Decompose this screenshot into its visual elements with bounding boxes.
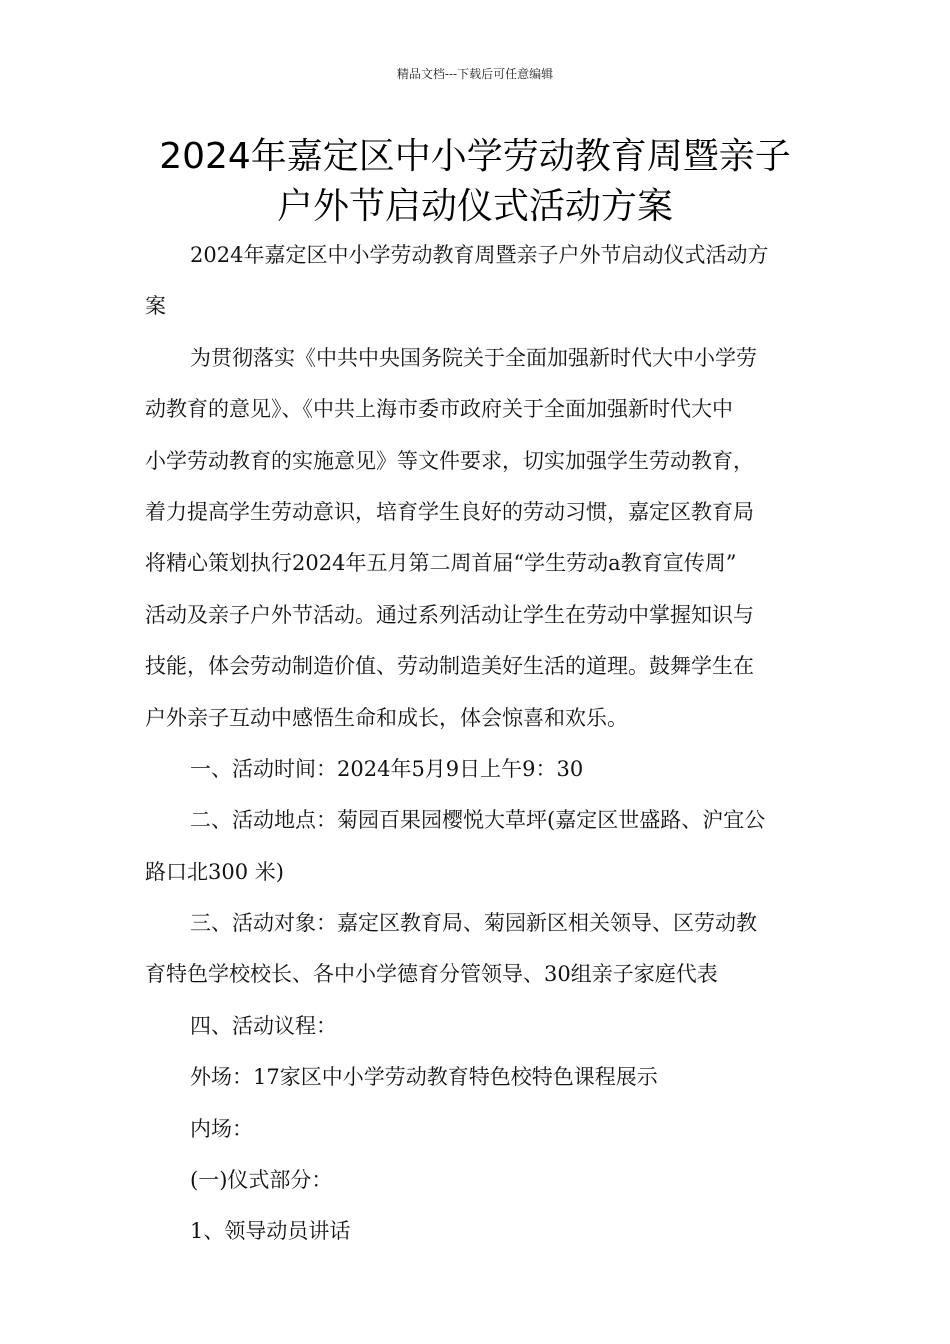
body-line: 内场：: [190, 1116, 253, 1141]
body-line: 一、活动时间：2024年5月9日上午9：30: [190, 756, 584, 781]
body-line: 技能，体会劳动制造价值、劳动制造美好生活的道理。鼓舞学生在: [145, 654, 754, 679]
body-line: 活动及亲子户外节活动。通过系列活动让学生在劳动中掌握知识与: [145, 602, 754, 627]
body-line: 将精心策划执行2024年五月第二周首届“学生劳动a教育宣传周”: [145, 551, 737, 576]
body-line: 外场：17家区中小学劳动教育特色校特色课程展示: [190, 1065, 658, 1090]
body-line: 户外亲子互动中感悟生命和成长，体会惊喜和欢乐。: [145, 705, 628, 730]
body-line: 案: [145, 294, 166, 319]
body-line: 着力提高学生劳动意识，培育学生良好的劳动习惯，嘉定区教育局: [145, 499, 754, 524]
body-line: 三、活动对象：嘉定区教育局、菊园新区相关领导、区劳动教: [190, 911, 757, 936]
body-line: 路口北300 米): [145, 859, 284, 884]
document-body: [145, 230, 810, 1258]
body-line: 为贯彻落实《中共中央国务院关于全面加强新时代大中小学劳: [190, 345, 757, 370]
body-line: 二、活动地点：菊园百果园樱悦大草坪(嘉定区世盛路、沪宜公: [190, 808, 766, 833]
document-title: [120, 132, 830, 232]
body-line: 2024年嘉定区中小学劳动教育周暨亲子户外节启动仪式活动方: [190, 243, 769, 267]
body-line: (一)仪式部分：: [190, 1168, 333, 1193]
body-line: 小学劳动教育的实施意见》等文件要求，切实加强学生劳动教育，: [145, 448, 754, 473]
title-line-2: 户外节启动仪式活动方案: [276, 186, 673, 227]
body-line: 动教育的意见》、《中共上海市委市政府关于全面加强新时代大中: [145, 397, 733, 422]
page-header: 精品文档---下载后可任意编辑: [396, 67, 554, 81]
body-line: 育特色学校校长、各中小学德育分管领导、30组亲子家庭代表: [145, 962, 718, 987]
body-line: 四、活动议程：: [190, 1013, 337, 1038]
title-line-1: 2024年嘉定区中小学劳动教育周暨亲子: [159, 136, 791, 177]
body-line: 1、领导动员讲话: [190, 1219, 351, 1244]
